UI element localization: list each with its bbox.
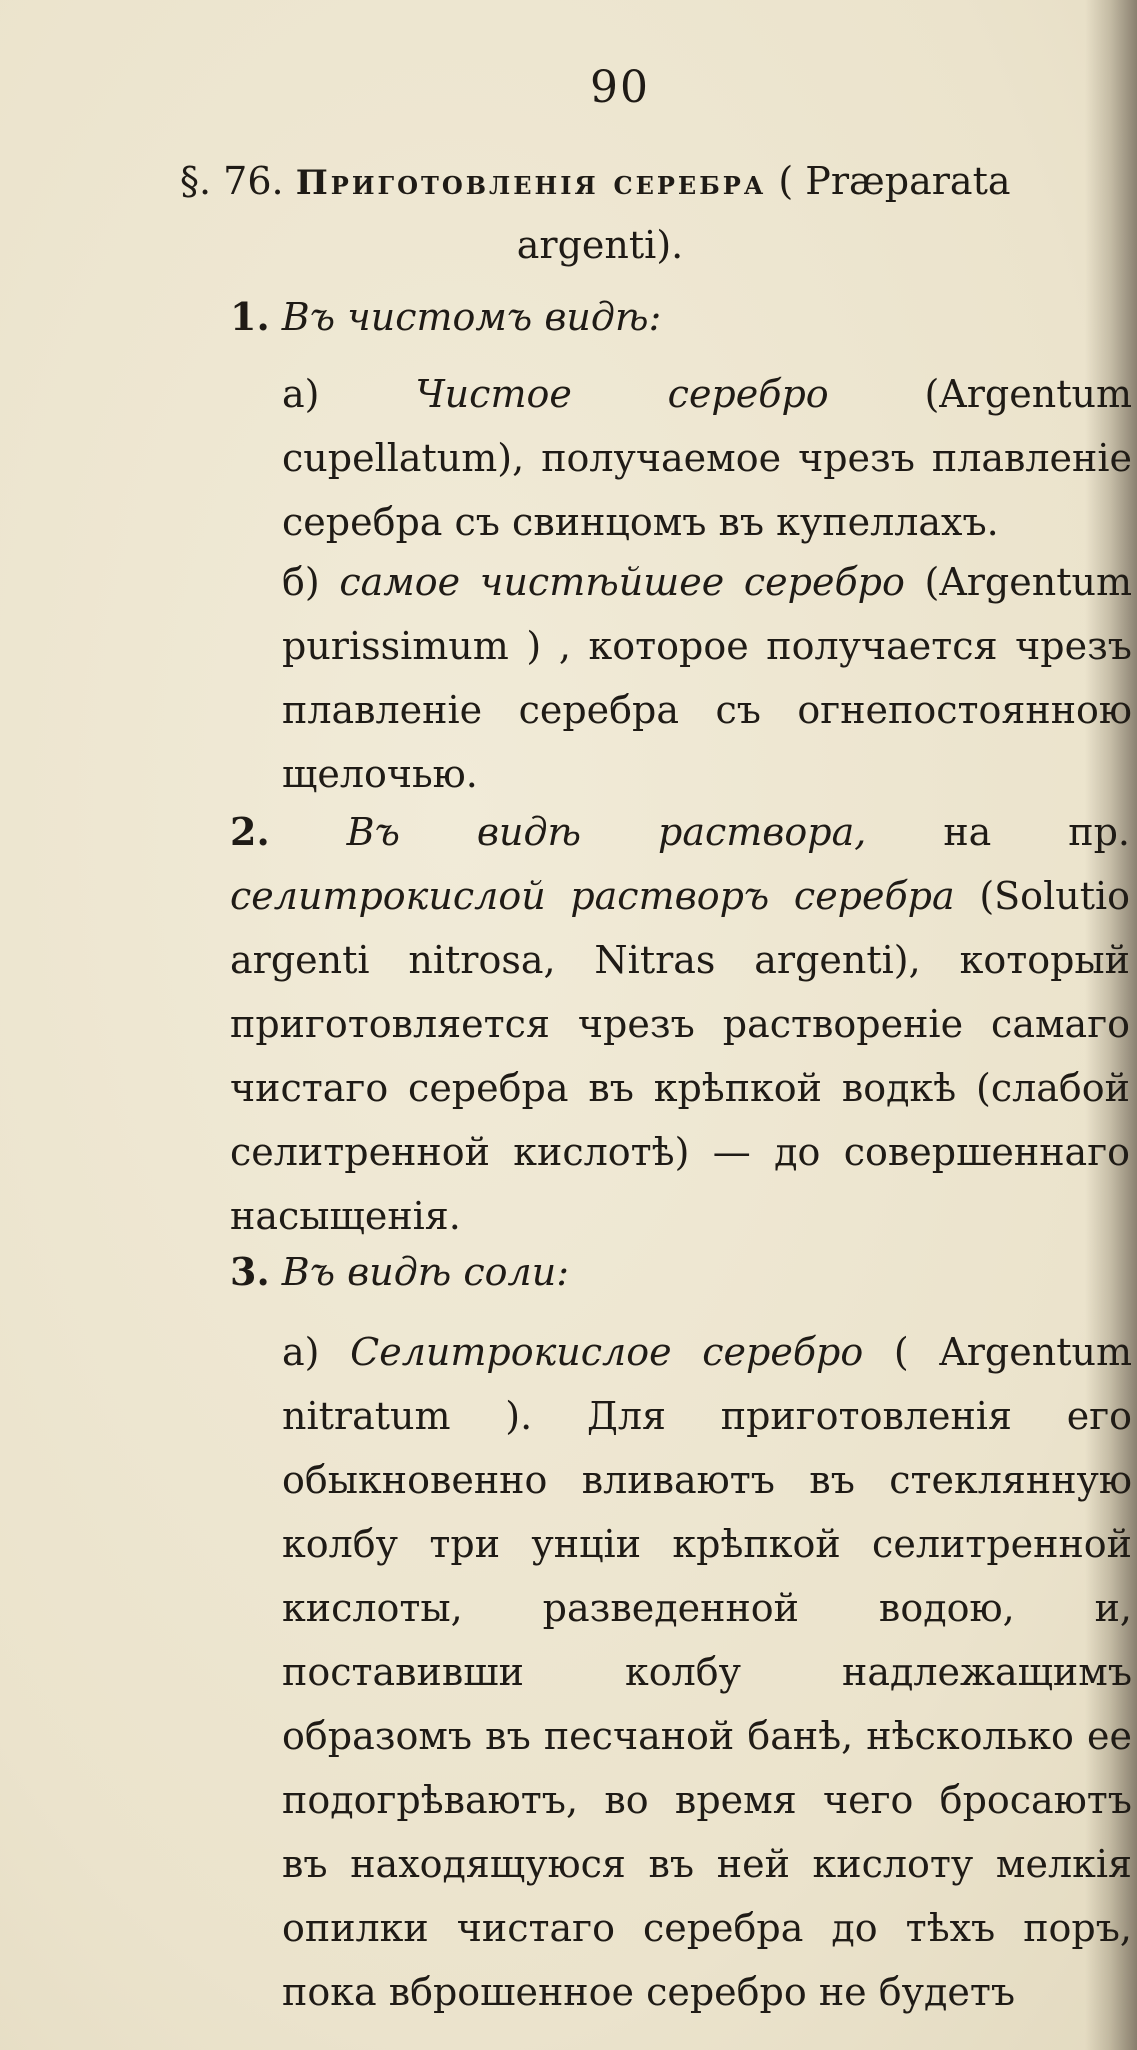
subitem-marker: б) — [282, 560, 320, 604]
subitem-text: получаемое чрезъ плавленіе серебра съ свинцомъ въ купеллахъ. — [282, 436, 1132, 544]
subitem-text: которое получается чрезъ плавленіе серебра съ огнепостоянною щелочью. — [282, 624, 1132, 796]
item-number: 3. — [230, 1249, 270, 1294]
item-3-heading — [230, 1240, 1130, 1304]
item-1-heading — [230, 285, 1130, 349]
item-label: Въ чистомъ видѣ: — [281, 295, 662, 339]
item-label: Въ видѣ раствора, — [346, 810, 867, 854]
item-1b-paragraph — [282, 550, 1132, 806]
section-heading — [180, 150, 1130, 276]
item-latin: (Solutio argenti nitrosa, Nitras argenti), — [230, 874, 1130, 982]
item-1a-paragraph — [282, 362, 1132, 554]
section-title: Приготовленія серебра — [295, 163, 767, 203]
subitem-latin: (Argentum purissimum ) , — [282, 560, 1132, 668]
subitem-title: Селитрокислое серебро — [350, 1330, 864, 1374]
subitem-title: Чистое серебро — [415, 372, 829, 416]
subitem-marker: а) — [282, 372, 320, 416]
section-latin-title-end: argenti). — [516, 223, 684, 267]
subitem-title: самое чистѣйшее серебро — [339, 560, 905, 604]
item-label: Въ видѣ соли: — [281, 1250, 570, 1294]
subitem-latin: ( Argentum nitratum ). — [282, 1330, 1132, 1438]
item-text: который приготовляется чрезъ раствореніе самаго чистаго серебра въ крѣпкой водкѣ (слабой селитренной кислотѣ) — до совершеннаго насыщенія. — [230, 938, 1130, 1238]
item-title: селитрокислой растворъ серебра — [230, 874, 955, 918]
subitem-marker: а) — [282, 1330, 320, 1374]
section-latin-title: ( Præparata — [778, 159, 1011, 203]
item-3a-paragraph — [282, 1320, 1132, 2024]
item-text: на пр. — [943, 810, 1130, 854]
subitem-text: Для приготовленія его обыкновенно вливаютъ въ стеклянную колбу три унціи крѣпкой селитренной кислоты, разведенной водою, и, поставивши колбу надлежащимъ образомъ въ песчаной банѣ, нѣсколько ее подогрѣваютъ, во время чего бросаютъ въ находящуюся въ ней кислоту мелкія опилки чистаго серебра до тѣхъ поръ, пока вброшенное серебро не будетъ — [282, 1394, 1132, 2014]
subitem-latin: (Argentum cupellatum), — [282, 372, 1132, 480]
section-number: §. 76. — [180, 159, 284, 203]
item-2-paragraph — [230, 800, 1130, 1248]
item-number: 1. — [230, 294, 270, 339]
item-number: 2. — [230, 809, 270, 854]
page-number: 90 — [590, 62, 650, 113]
